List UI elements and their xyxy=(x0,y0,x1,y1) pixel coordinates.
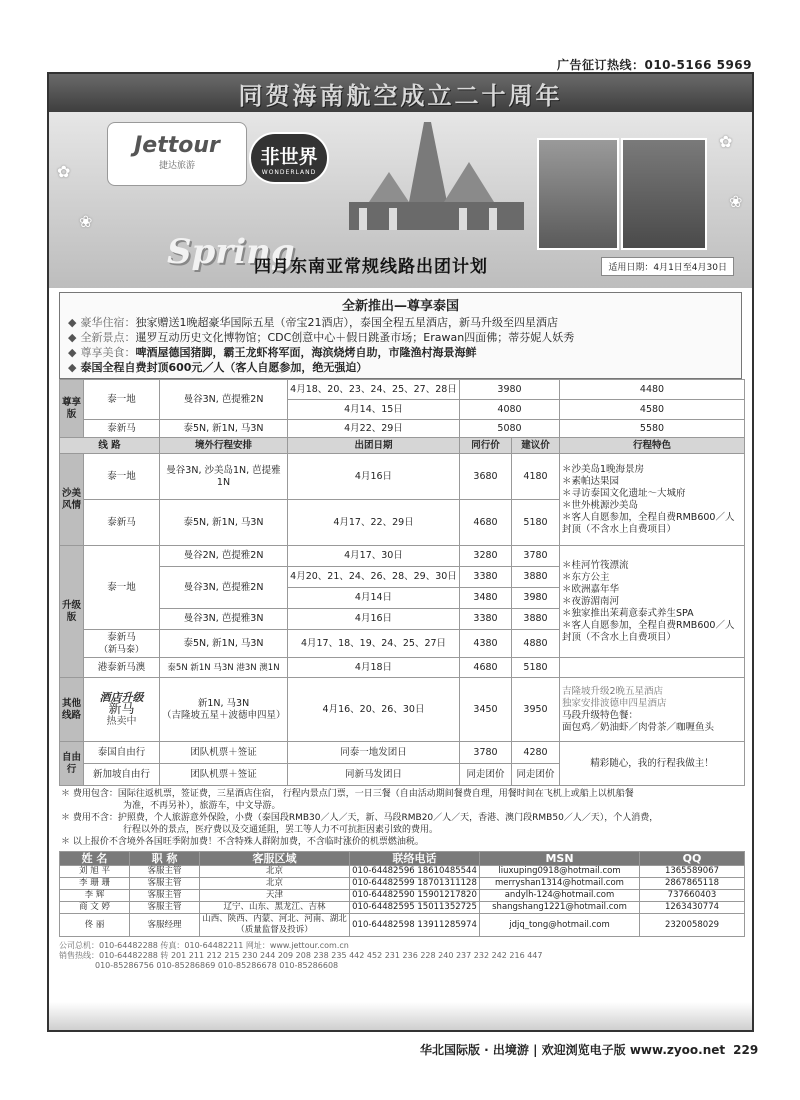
contact-row: 刘 旭 平 客服主管 北京 010-64482596 18610485544 liuxuping0918@hotmail.com 1365589067 xyxy=(60,866,745,878)
advertisement-frame xyxy=(47,72,754,1032)
wonderland-logo-en: WONDERLAND xyxy=(261,169,317,176)
table-row: 泰新马 （新马泰） 泰5N, 新1N, 马3N 4月17、18、19、24、25、27日 4380 4880 xyxy=(60,630,745,658)
contact-row: 商 文 婷 客服主管 辽宁、山东、黑龙江、吉林 010-64482595 15011352725 shangshang1221@hotmail.com 1263430774 xyxy=(60,902,745,914)
jettour-logo-cn: 捷达旅游 xyxy=(158,161,195,171)
grass-decoration xyxy=(49,1002,752,1030)
section-label: 其他线路 xyxy=(60,678,84,742)
jettour-logo-en: Jettour xyxy=(134,133,220,158)
spring-script: Spring xyxy=(167,232,295,272)
table-row: 其他线路 酒店升级 新马 热卖中 新1N, 马3N （吉隆坡五星＋波德申四星） 4月16、20、26、30日 3450 3950 吉隆坡升级2晚五星酒店 独家安排波德申四星酒店 马段升级特色餐： 面包鸡／奶油虾／肉骨茶／咖喱鱼头 xyxy=(60,678,745,742)
flower-icon: ✿ xyxy=(719,132,733,151)
company-info: 公司总机：010-64482288 传真：010-64482211 网址：www.jettour.com.cn 销售热线：010-64482288 转 201 211 212 215 230 244 209 208 238 235 442 452 231 236 228 240 237 232 242 216 447 010-85286756 010-85286869 010-85286678 010-85286608 xyxy=(59,941,543,970)
table-header-row: 线 路 境外行程安排 出团日期 同行价 建议价 行程特色 xyxy=(60,438,745,454)
plan-date: 适用日期：4月1日至4月30日 xyxy=(601,257,734,276)
fee-notes: ＊ 费用包含：国际往返机票，签证费，三星酒店住宿， 行程内景点门票，一日三餐（自由活动期间餐费自理，用餐时间在飞机上或船上以机船餐 为准，不再另补），旅游车，中文导游。 ＊ 费用不含：护照费，个人旅游意外保险，小费（泰国段RMB30／人／天，新、马段RMB20／人／天，香港、澳门段RMB50／人／天），个人消费， 行程以外的景点，医疗费以及交通延阻，罢工等人力不可抗拒因素引致的费用。 ＊ 以上报价不含境外各国旺季附加费！不含特殊人群附加费，不含临时涨价的机票燃油税。 xyxy=(61,789,659,847)
flower-icon: ❀ xyxy=(729,192,743,211)
table-row: 港泰新马澳 泰5N 新1N 马3N 港3N 澳1N 4月18日 4680 5180 xyxy=(60,658,745,678)
contact-row: 李 珊 珊 客服主管 北京 010-64482599 18701311128 merryshan1314@hotmail.com 2867865118 xyxy=(60,878,745,890)
anniversary-banner xyxy=(49,74,752,112)
contact-table xyxy=(59,851,745,937)
contact-header-row: 姓 名 职 称 客服区域 联络电话 MSN QQ xyxy=(60,852,745,866)
triangle-icon: ◆ xyxy=(68,346,77,359)
table-row: 泰新马 泰5N, 新1N, 马3N 4月17、22、29日 4680 5180 xyxy=(60,500,745,546)
line-cell: 泰新马 （新马泰） xyxy=(84,630,160,658)
hero-section xyxy=(49,112,752,288)
jettour-logo xyxy=(107,122,247,186)
plan-title: 四月东南亚常规线路出团计划 xyxy=(254,257,488,277)
section-label: 自由行 xyxy=(60,742,84,786)
table-row: 泰新马 泰5N, 新1N, 马3N 4月22、29日 5080 5580 xyxy=(60,420,745,438)
table-row: 4月14日 3480 3980 xyxy=(60,588,745,609)
table-row: 沙美风情 泰一地 曼谷3N, 沙美岛1N, 芭提雅1N 4月16日 3680 4180 ＊沙美岛1晚海景房 ＊素帕达果园 ＊寻访泰国文化遗址～大城府 ＊世外桃源沙美岛 ＊客人自愿参加，全程自费RMB600／人封顶（不含水上自费项目） xyxy=(60,454,745,500)
qita-features: 吉隆坡升级2晚五星酒店 独家安排波德申四星酒店 马段升级特色餐： 面包鸡／奶油虾／肉骨茶／咖喱鱼头 xyxy=(560,678,745,742)
itinerary-cell: 新1N, 马3N （吉隆坡五星＋波德申四星） xyxy=(160,678,288,742)
table-row: 新加坡自由行 团队机票＋签证 同新马发团日 同走团价 同走团价 xyxy=(60,764,745,786)
promo-line: ◆ 泰国全程自费封顶600元／人（客人自愿参加，绝无强迫） xyxy=(68,361,368,374)
promo-line: ◆ 全新景点：暹罗互动历史文化博物馆；CDC创意中心＋假日跳蚤市场；Erawan四面佛；蒂芬妮人妖秀 xyxy=(68,331,575,344)
thai-woman-photo xyxy=(537,138,619,250)
wonderland-logo-cn: 非世界 xyxy=(260,146,318,168)
page-number: 229 xyxy=(733,1043,759,1057)
temple-illustration xyxy=(329,122,529,242)
table-row: 自由行 泰国自由行 团队机票＋签证 同泰一地发团日 3780 4280 精彩随心，我的行程我做主！ xyxy=(60,742,745,764)
wonderland-logo xyxy=(249,132,329,184)
triangle-icon: ◆ xyxy=(68,316,77,329)
triangle-icon: ◆ xyxy=(68,361,77,374)
promo-line: ◆ 豪华住宿：独家赠送1晚超豪华国际五星（帝宝21酒店），泰国全程五星酒店，新马升级至四星酒店 xyxy=(68,316,558,329)
flower-icon: ❀ xyxy=(79,212,93,231)
contact-row: 李 辉 客服主管 天津 010-64482590 15901217820 andylh-124@hotmail.com 737660403 xyxy=(60,890,745,902)
banner-text: 同贺海南航空成立二十周年 xyxy=(238,81,563,110)
flower-icon: ✿ xyxy=(57,162,71,181)
route-table xyxy=(59,379,745,786)
section-label: 升级版 xyxy=(60,546,84,678)
table-row: 尊享版 泰一地 曼谷3N, 芭提雅2N 4月18、20、23、24、25、27、28日 3980 4480 xyxy=(60,380,745,400)
promo-line: ◆ 尊享美食：啤酒屋德国猪脚，霸王龙虾将军面，海滨烧烤自助，市隆渔村海景海鲜 xyxy=(68,346,477,359)
promo-box xyxy=(59,292,742,379)
section-label: 尊享版 xyxy=(60,380,84,438)
table-row: 曼谷3N, 芭提雅2N 4月20、21、24、26、28、29、30日 3380 3880 xyxy=(60,567,745,588)
ad-hotline: 广告征订热线：010-5166 5969 xyxy=(556,58,752,72)
triangle-icon: ◆ xyxy=(68,331,77,344)
contact-row: 佟 丽 客服经理 山西、陕西、内蒙、河北、河南、湖北 （质量监督及投诉） 010-64482598 13911285974 jdjq_tong@hotmail.com 2320058029 xyxy=(60,914,745,937)
section-label: 沙美风情 xyxy=(60,454,84,546)
shengji-features: ＊桂河竹筏漂流 ＊东方公主 ＊欧洲嘉年华 ＊夜游湄南河 ＊独家推出茉莉意泰式养生SPA ＊客人自愿参加，全程自费RMB600／人封顶（不含水上自费项目） xyxy=(560,546,745,658)
page-footer: 华北国际版 · 出境游 | 欢迎浏览电子版 www.zyoo.net 229 xyxy=(420,1043,759,1057)
table-row: 升级版 泰一地 曼谷2N, 芭提雅2N 4月17、30日 3280 3780 ＊桂河竹筏漂流 ＊东方公主 ＊欧洲嘉年华 ＊夜游湄南河 ＊独家推出茉莉意泰式养生SPA ＊客人自愿参加，全程自费RMB600／人封顶（不含水上自费项目） xyxy=(60,546,745,567)
shamei-features: ＊沙美岛1晚海景房 ＊素帕达果园 ＊寻访泰国文化遗址～大城府 ＊世外桃源沙美岛 ＊客人自愿参加，全程自费RMB600／人封顶（不含水上自费项目） xyxy=(560,454,745,546)
line-cell: 酒店升级 新马 热卖中 xyxy=(84,678,160,742)
table-row: 曼谷3N, 芭提雅3N 4月16日 3380 3880 xyxy=(60,609,745,630)
thai-statue-photo xyxy=(621,138,707,250)
promo-title: 全新推出—尊享泰国 xyxy=(341,299,459,314)
table-row: 4月14、15日 4080 4580 xyxy=(60,400,745,420)
